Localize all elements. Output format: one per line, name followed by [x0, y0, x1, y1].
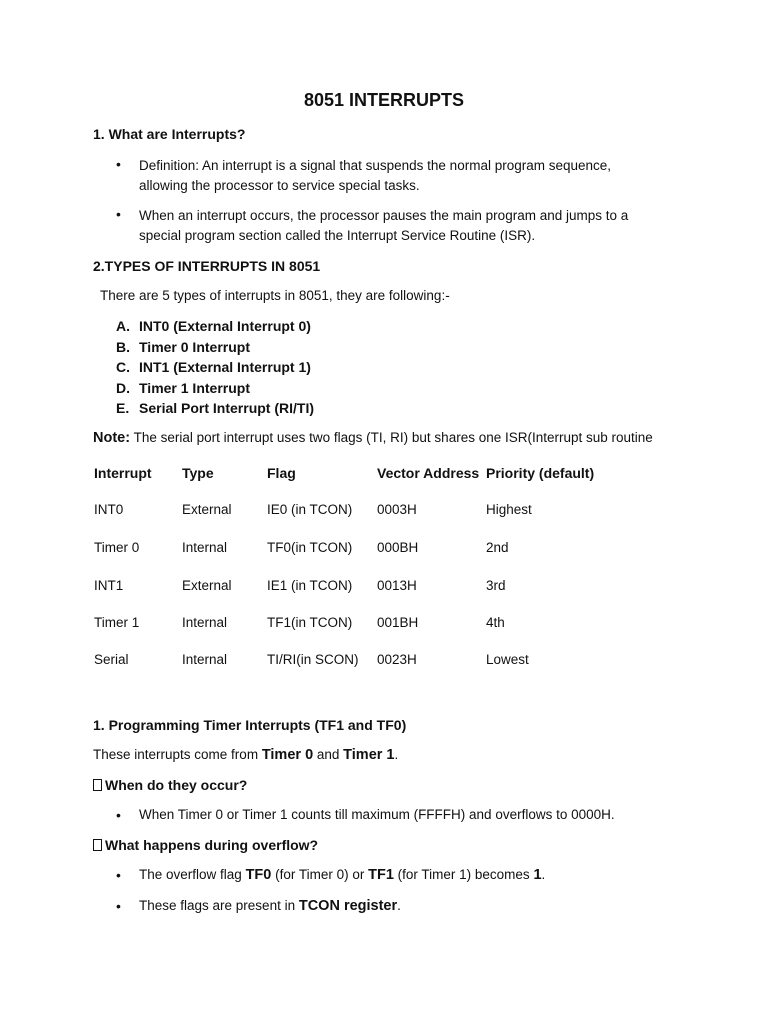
table-header: Priority (default): [486, 465, 595, 481]
list-marker: E.: [116, 400, 130, 416]
question-heading: [93, 837, 318, 853]
bullet-text: [139, 867, 545, 883]
timer-intro-paragraph: [93, 747, 398, 763]
page-title: 8051 INTERRUPTS: [303, 90, 465, 110]
note-text: The serial port interrupt uses two flags (TI, RI) but shares one ISR(Interrupt sub routine: [130, 430, 653, 445]
section-heading-what-are-interrupts: 1. What are Interrupts?: [93, 126, 246, 142]
bullet-icon: •: [116, 206, 121, 222]
table-cell: Internal: [182, 540, 228, 555]
bullet-icon: •: [116, 807, 121, 823]
list-item: Serial Port Interrupt (RI/TI): [139, 400, 315, 416]
bullet-line: When an interrupt occurs, the processor pauses the main program and jumps to a: [139, 208, 629, 223]
table-cell: 3rd: [486, 578, 506, 593]
text-run: .: [541, 867, 546, 882]
table-cell: Lowest: [486, 652, 529, 667]
table-cell: Internal: [182, 652, 228, 667]
text-run: and: [313, 747, 344, 762]
bold-run: TCON register: [298, 898, 398, 914]
bold-run: 1: [533, 867, 542, 883]
table-cell: IE0 (in TCON): [267, 502, 353, 517]
table-cell: External: [182, 578, 232, 593]
bullet-line: Definition: An interrupt is a signal that suspends the normal program sequence,: [139, 158, 612, 173]
missing-glyph-icon: [93, 779, 102, 791]
list-marker: A.: [116, 318, 130, 334]
list-marker: C.: [116, 359, 130, 375]
table-cell: External: [182, 502, 232, 517]
text-run: The overflow flag: [139, 867, 246, 882]
text-run: .: [397, 898, 401, 913]
table-header: Interrupt: [94, 465, 152, 481]
bullet-text: [139, 206, 699, 246]
types-intro: There are 5 types of interrupts in 8051, they are following:-: [100, 288, 450, 303]
question-text: When do they occur?: [105, 777, 248, 793]
table-cell: INT1: [94, 578, 124, 593]
note-paragraph: [93, 430, 653, 446]
section-heading-types-of-interrupts: 2.TYPES OF INTERRUPTS IN 8051: [93, 258, 321, 274]
table-cell: Timer 0: [94, 540, 140, 555]
bold-run: Timer 0: [261, 747, 314, 763]
text-run: These flags are present in: [139, 898, 299, 913]
table-cell: INT0: [94, 502, 124, 517]
table-cell: Internal: [182, 615, 228, 630]
question-heading: [93, 777, 247, 793]
bullet-icon: •: [116, 898, 121, 914]
table-cell: 001BH: [377, 615, 419, 630]
text-run: (for Timer 0) or: [271, 867, 369, 882]
table-cell: 4th: [486, 615, 505, 630]
bold-run: TF0: [245, 867, 272, 883]
bullet-text: When Timer 0 or Timer 1 counts till maximum (FFFFH) and overflows to 0000H.: [139, 807, 615, 822]
table-cell: 000BH: [377, 540, 419, 555]
table-cell: 0013H: [377, 578, 417, 593]
table-cell: Serial: [94, 652, 129, 667]
bold-run: Timer 1: [343, 747, 395, 763]
list-item: Timer 0 Interrupt: [139, 339, 250, 355]
list-item: INT1 (External Interrupt 1): [139, 359, 311, 375]
list-item: Timer 1 Interrupt: [139, 380, 250, 396]
table-cell: 2nd: [486, 540, 509, 555]
table-cell: IE1 (in TCON): [267, 578, 353, 593]
bullet-text: [139, 898, 401, 914]
bullet-text: [139, 156, 699, 196]
note-label: Note:: [93, 430, 131, 446]
list-marker: B.: [116, 339, 130, 355]
missing-glyph-icon: [93, 839, 102, 851]
table-header: Flag: [267, 465, 296, 481]
table-header: Type: [182, 465, 214, 481]
table-cell: 0023H: [377, 652, 417, 667]
table-cell: Highest: [486, 502, 532, 517]
table-cell: TF0(in TCON): [267, 540, 353, 555]
list-marker: D.: [116, 380, 130, 396]
table-cell: TF1(in TCON): [267, 615, 353, 630]
list-item: INT0 (External Interrupt 0): [139, 318, 311, 334]
bullet-icon: •: [116, 156, 121, 172]
bullet-line: special program section called the Interrupt Service Routine (ISR).: [139, 228, 536, 243]
bullet-icon: •: [116, 867, 121, 883]
text-run: (for Timer 1) becomes: [393, 867, 534, 882]
table-cell: 0003H: [377, 502, 417, 517]
bullet-line: allowing the processor to service special tasks.: [139, 178, 420, 193]
text-run: .: [394, 747, 399, 762]
question-text: What happens during overflow?: [105, 837, 319, 853]
text-run: These interrupts come from: [93, 747, 262, 762]
table-cell: TI/RI(in SCON): [267, 652, 359, 667]
table-header: Vector Address: [377, 465, 480, 481]
section-heading-programming-timer-interrupts: 1. Programming Timer Interrupts (TF1 and TF0): [93, 717, 407, 733]
table-cell: Timer 1: [94, 615, 140, 630]
bold-run: TF1: [368, 867, 394, 883]
